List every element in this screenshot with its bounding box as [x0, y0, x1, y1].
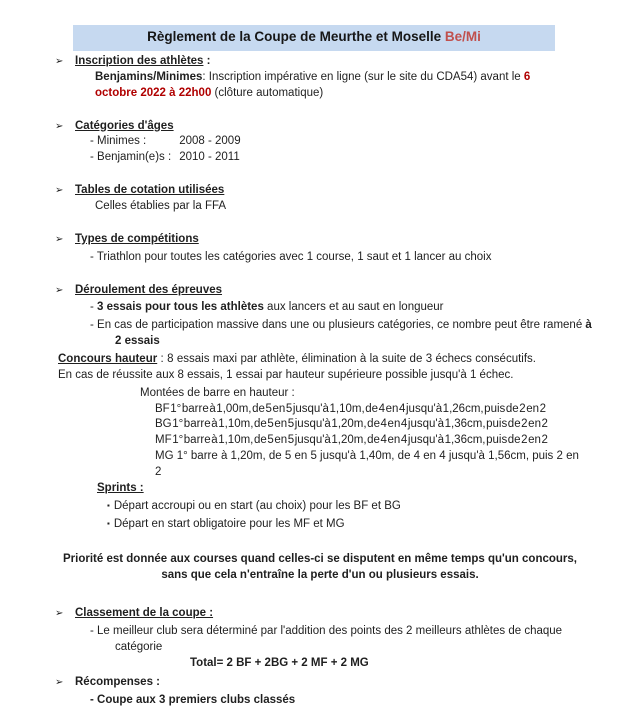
concours-hauteur-label: Concours hauteur	[58, 353, 157, 365]
deroulement-item-participation	[115, 318, 593, 350]
arrow-bullet-icon: ➢	[55, 184, 75, 198]
inscription-deadline: 6 octobre 2022 à 22h00	[95, 71, 530, 99]
title-category-badge: Be/Mi	[445, 29, 481, 44]
deroulement-item-essais-rest: aux lancers et au saut en longueur	[264, 301, 444, 313]
document-title-bar	[73, 25, 555, 51]
arrow-bullet-icon: ➢	[55, 676, 75, 690]
heading-categories: Catégories d'âges	[75, 119, 174, 135]
category-years: 2010 - 2011	[179, 151, 240, 163]
category-row	[90, 134, 585, 150]
inscription-lead: Benjamins/Minimes	[95, 71, 202, 83]
deroulement-item-participation-bold: à 2 essais	[115, 319, 592, 347]
section-recompenses-heading	[55, 675, 585, 691]
montees-title: Montées de barre en hauteur :	[140, 386, 585, 402]
priority-note: Priorité est donnée aux courses quand celles-ci se disputent en même temps qu'un concours, sans que cela n'entraîne la perte d'un ou plusieurs essais.	[55, 552, 585, 584]
arrow-bullet-icon: ➢	[55, 607, 75, 621]
inscription-paragraph	[95, 70, 560, 102]
section-types-heading	[55, 232, 585, 248]
section-classement-heading	[55, 606, 585, 622]
montee-bf: BF 1° barre à 1,00m, de 5 en 5 jusqu'à 1,10m, de 4 en 4 jusqu'à 1,26cm, puis de 2 en 2	[155, 402, 585, 418]
classement-total: Total= 2 BF + 2BG + 2 MF + 2 MG	[190, 656, 585, 672]
concours-hauteur-text: : 8 essais maxi par athlète, élimination à la suite de 3 échecs consécutifs. En cas de réussite aux 8 essais, 1 essai par hauteur supérieure possible jusqu'à 1 échec.	[58, 353, 536, 381]
sprint-item-text: Départ accroupi ou en start (au choix) pour les BF et BG	[114, 500, 401, 512]
classement-body: - Le meilleur club sera déterminé par l'addition des points des 2 meilleurs athlètes de chaque catégorie	[115, 624, 593, 656]
heading-types: Types de compétitions	[75, 232, 199, 248]
category-label: - Benjamin(e)s :	[90, 150, 176, 166]
category-years: 2008 - 2009	[179, 135, 240, 147]
sprint-item-text: Départ en start obligatoire pour les MF et MG	[114, 518, 345, 530]
inscription-text: : Inscription impérative en ligne (sur le site du CDA54) avant le	[202, 71, 524, 83]
concours-hauteur-paragraph	[58, 352, 536, 384]
section-tables-heading	[55, 183, 585, 199]
document-body	[55, 54, 585, 708]
sprint-item	[107, 499, 585, 515]
document-title: Règlement de la Coupe de Meurthe et Moselle	[147, 29, 441, 44]
deroulement-item-essais-bold: 3 essais pour tous les athlètes	[97, 301, 264, 313]
heading-inscription-colon: :	[203, 55, 210, 67]
deroulement-item-essais	[90, 300, 585, 316]
montee-bg: BG 1° barre à 1,10m, de 5 en 5 jusqu'à 1,20m, de 4 en 4 jusqu'à 1,36cm, puis de 2 en 2	[155, 417, 585, 433]
sprints-heading: Sprints :	[97, 481, 585, 497]
dash-bullet: -	[90, 301, 97, 313]
heading-deroulement: Déroulement des épreuves	[75, 283, 222, 299]
montee-mg: MG 1° barre à 1,20m, de 5 en 5 jusqu'à 1,40m, de 4 en 4 jusqu'à 1,56cm, puis 2 en 2	[155, 449, 585, 481]
types-body: - Triathlon pour toutes les catégories avec 1 course, 1 saut et 1 lancer au choix	[90, 250, 585, 266]
heading-classement: Classement de la coupe :	[75, 606, 213, 622]
heading-recompenses: Récompenses :	[75, 675, 160, 691]
section-deroulement-heading	[55, 283, 585, 299]
recompenses-body: - Coupe aux 3 premiers clubs classés	[90, 693, 585, 708]
sprint-item	[107, 517, 585, 533]
inscription-outro: (clôture automatique)	[211, 87, 323, 99]
category-row	[90, 150, 585, 166]
heading-tables: Tables de cotation utilisées	[75, 183, 224, 199]
arrow-bullet-icon: ➢	[55, 284, 75, 298]
square-bullet-icon: ▪	[107, 500, 110, 511]
section-inscription-heading	[55, 54, 585, 70]
arrow-bullet-icon: ➢	[55, 55, 75, 69]
montee-mf: MF 1° barre à 1,10m, de 5 en 5 jusqu'à 1,20m, de 4 en 4 jusqu'à 1,36cm, puis de 2 en 2	[155, 433, 585, 449]
arrow-bullet-icon: ➢	[55, 120, 75, 134]
section-categories-heading	[55, 119, 585, 135]
heading-inscription: Inscription des athlètes	[75, 55, 203, 67]
category-label: - Minimes :	[90, 134, 176, 150]
deroulement-item-participation-text: - En cas de participation massive dans une ou plusieurs catégories, ce nombre peut être ramené	[90, 319, 585, 331]
arrow-bullet-icon: ➢	[55, 233, 75, 247]
square-bullet-icon: ▪	[107, 518, 110, 529]
tables-body: Celles établies par la FFA	[95, 199, 585, 215]
